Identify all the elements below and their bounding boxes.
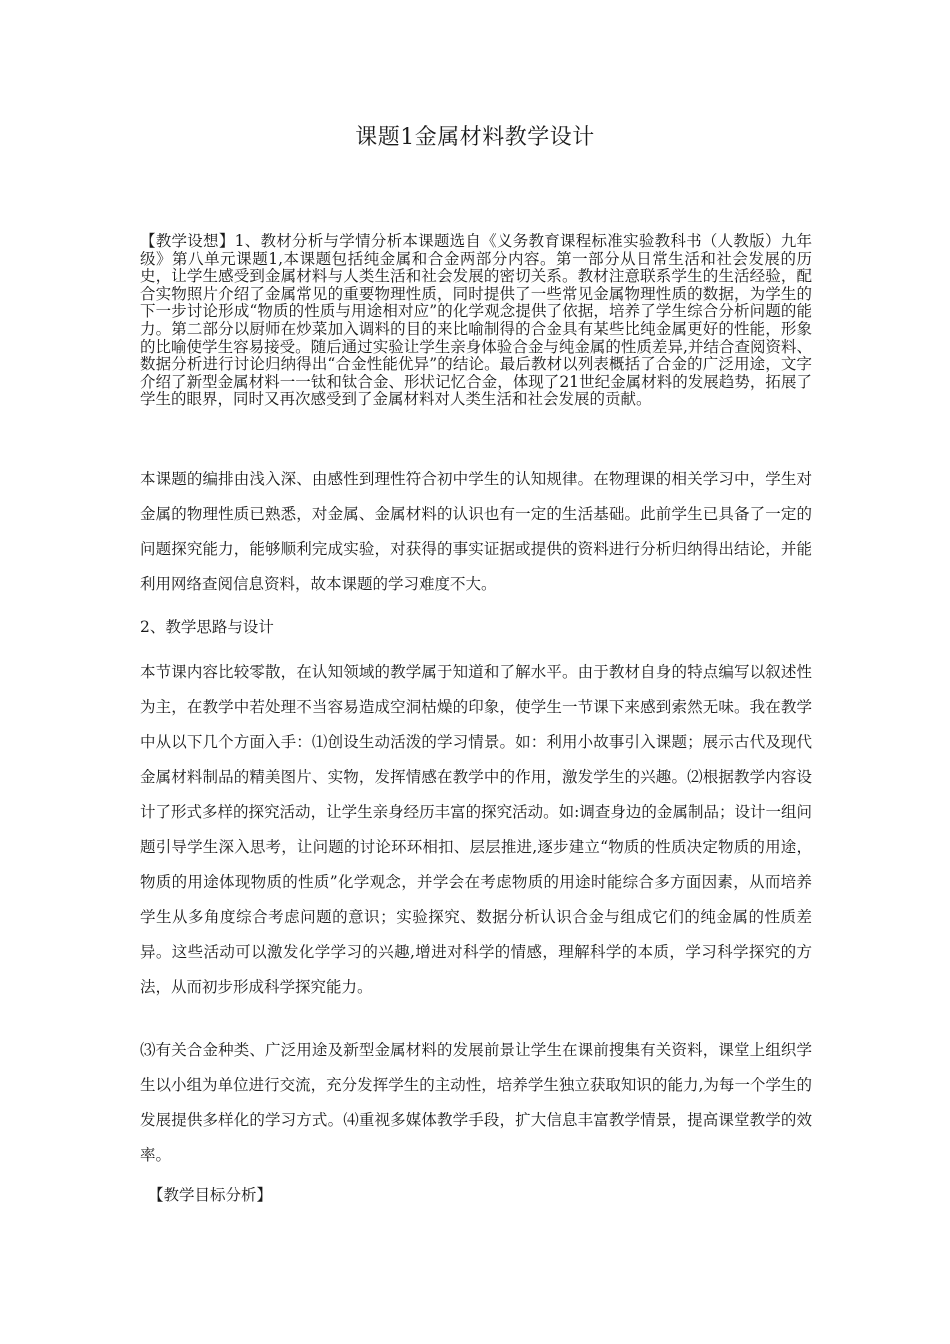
paragraph-teaching-approach: 本节课内容比较零散，在认知领域的教学属于知道和了解水平。由于教材自身的特点编写以叙述性为主，在教学中若处理不当容易造成空洞枯燥的印象，使学生一节课下来感到索然无味。我在教学中从以下几个方面入手：⑴创设生动活泼的学习情景。如：利用小故事引入课题；展示古代及现代金属材料制品的精美图片、实物，发挥情感在教学中的作用，激发学生的兴趣。⑵根据教学内容设计了形式多样的探究活动，让学生亲身经历丰富的探究活动。如:调查身边的金属制品；设计一组问题引导学生深入思考，让问题的讨论环环相扣、层层推进,逐步建立“物质的性质决定物质的用途，物质的用途体现物质的性质”化学观念，并学会在考虑物质的用途时能综合多方面因素，从而培养学生从多角度综合考虑问题的意识；实验探究、数据分析认识合金与组成它们的纯金属的性质差异。这些活动可以激发化学学习的兴趣,增进对科学的情感，理解科学的本质，学习科学探究的方法，从而初步形成科学探究能力。 [140,663,812,996]
paragraph-learning-analysis: 本课题的编排由浅入深、由感性到理性符合初中学生的认知规律。在物理课的相关学习中，学生对金属的物理性质已熟悉，对金属、金属材料的认识也有一定的生活基础。此前学生已具备了一定的问题探究能力，能够顺利完成实验，对获得的事实证据或提供的资料进行分析归纳得出结论，并能利用网络查阅信息资料，故本课题的学习难度不大。 [140,470,812,593]
section-heading-objectives: 【教学目标分析】 [148,1186,273,1204]
section-heading-teaching-design: 2、教学思路与设计 [140,618,274,636]
paragraph-resources: ⑶有关合金种类、广泛用途及新型金属材料的发展前景让学生在课前搜集有关资料，课堂上组织学生以小组为单位进行交流，充分发挥学生的主动性，培养学生独立获取知识的能力,为每一个学生的发展提供多样化的学习方式。⑷重视多媒体教学手段，扩大信息丰富教学情景，提高课堂教学的效率。 [140,1041,812,1164]
document-title: 课题1金属材料教学设计 [355,125,595,150]
intro-paragraph: 【教学设想】1、教材分析与学情分析本课题选自《义务教育课程标准实验教科书（人教版）九年级》第八单元课题1,本课题包括纯金属和合金两部分内容。第一部分从日常生活和社会发展的历史，让学生感受到金属材料与人类生活和社会发展的密切关系。教材注意联系学生的生活经验，配合实物照片介绍了金属常见的重要物理性质，同时提供了一些常见金属物理性质的数据，为学生的下一步讨论形成“物质的性质与用途相对应”的化学观念提供了依据，培养了学生综合分析问题的能力。第二部分以厨师在炒菜加入调料的目的来比喻制得的合金具有某些比纯金属更好的性能，形象的比喻使学生容易接受。随后通过实验让学生亲身体验合金与纯金属的性质差异,并结合查阅资料、数据分析进行讨论归纳得出“合金性能优异”的结论。最后教材以列表概括了合金的广泛用途，文字介绍了新型金属材料一一钛和钛合金、形状记忆合金，体现了21世纪金属材料的发展趋势，拓展了学生的眼界，同时又再次感受到了金属材料对人类生活和社会发展的贡献。 [140,232,812,409]
